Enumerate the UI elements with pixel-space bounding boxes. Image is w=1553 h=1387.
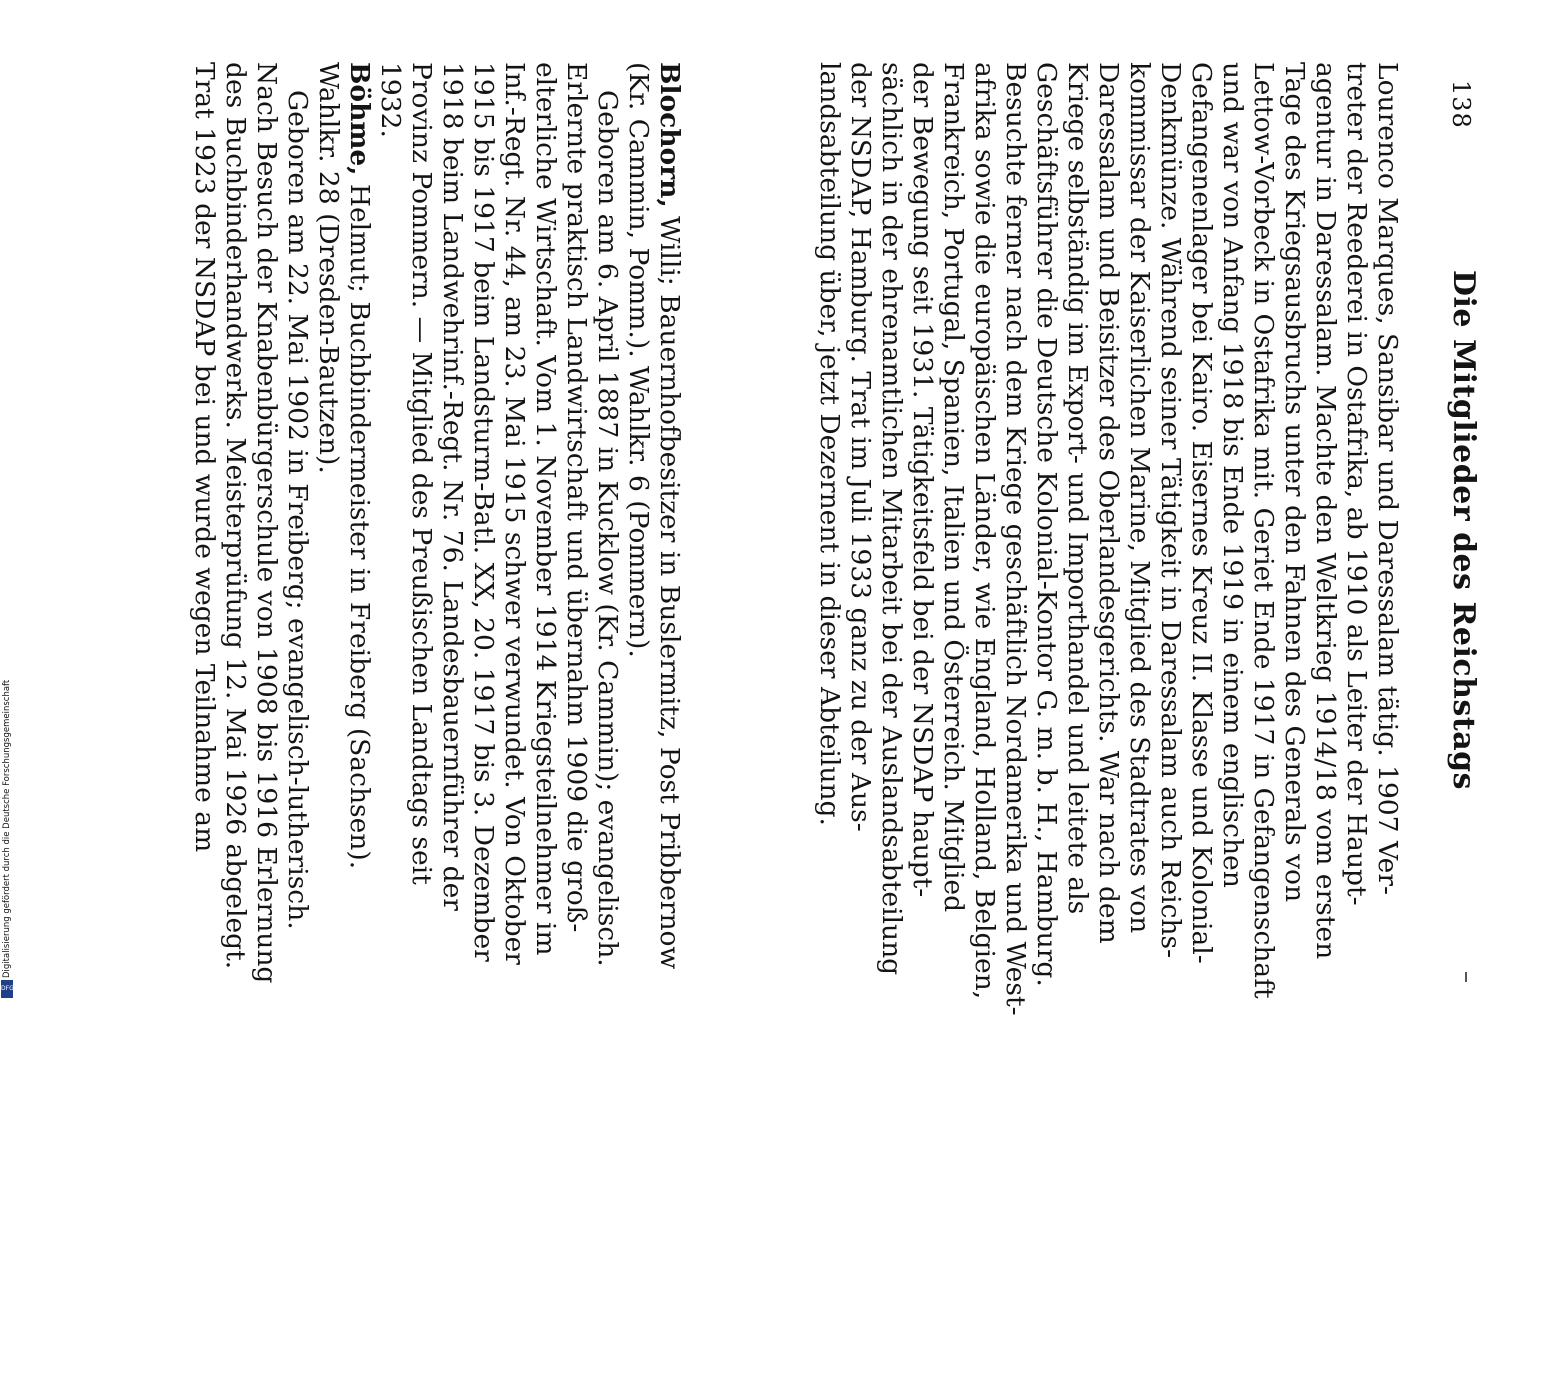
entry-boehme: [189, 62, 375, 1387]
funding-note-text: Digitalisierung gefördert durch die Deutsche Forschungsgemeinschaft: [2, 679, 12, 978]
entry-line: der Bewegung seit 1931. Tätigkeitsfeld bei der NSDAP haupt-: [907, 62, 938, 898]
entry-line: Wahlkr. 28 (Dresden-Bautzen).: [313, 62, 344, 474]
entry-line: 1915 bis 1917 beim Landsturm-Batl. XX, 20. 1917 bis 3. Dezember: [468, 62, 499, 962]
entry-line: Frankreich, Portugal, Spanien, Italien und Österreich. Mitglied: [938, 62, 969, 913]
entry-line: 1932.: [375, 62, 406, 138]
entry-line: kommissar der Kaiserlichen Marine, Mitglied des Stadtrates von: [1124, 62, 1155, 934]
entry-line: Trat 1923 der NSDAP bei und wurde wegen Teilnahme am: [189, 62, 220, 853]
entry-line: afrika sowie die europäischen Länder, wie England, Holland, Belgien,: [969, 62, 1000, 1000]
entry-line: Geboren am 22. Mai 1902 in Freiberg; evangelisch-lutherisch.: [282, 90, 313, 930]
dfg-logo: DFG: [1, 980, 13, 998]
entry-line: Denkmünze. Während seiner Tätigkeit in Daressalam auch Reichs-: [1155, 62, 1186, 959]
entry-line: treter der Reederei in Ostafrika, ab 1910 als Leiter der Haupt-: [1341, 62, 1372, 906]
entry-line: Gefangenenlager bei Kairo. Eisernes Kreuz II. Klasse und Kolonial-: [1186, 62, 1217, 964]
entry-line: elterliche Wirtschaft. Vom 1. November 1914 Kriegsteilnehmer im: [530, 62, 561, 956]
member-details: Helmut; Buchbindermeister in Freiberg (Sachsen).: [344, 175, 375, 870]
entry-continued: [814, 62, 1403, 1387]
funding-note: [0, 600, 12, 1000]
entry-line: agentur in Daressalam. Machte den Weltkrieg 1914/18 vom ersten: [1310, 62, 1341, 960]
member-details: Willi; Bauernhofbesitzer in Buslermitz, Post Pribbernow: [654, 207, 685, 970]
entry-line: Tage des Kriegsausbruchs unter den Fahnen des Generals von: [1279, 62, 1310, 903]
entry-line: Geboren am 6. April 1887 in Kucklow (Kr. Cammin); evangelisch.: [592, 90, 623, 967]
entry-name-line: [654, 62, 685, 1387]
entry-line: Kriege selbständig im Export- und Importhandel und leitete als: [1062, 62, 1093, 915]
member-name: Böhme,: [344, 62, 375, 176]
margin-mark: [1465, 972, 1467, 982]
entry-line: Daressalam und Beisitzer des Oberlandesgerichts. War nach dem: [1093, 62, 1124, 944]
entry-line: Geschäftsführer die Deutsche Kolonial-Kontor G. m. b. H., Hamburg.: [1031, 62, 1062, 987]
member-name: Blochorn,: [654, 62, 685, 208]
entry-line: des Buchbinderhandwerks. Meisterprüfung 12. Mai 1926 abgelegt.: [220, 62, 251, 970]
entry-line: sächlich in der ehrenamtlichen Mitarbeit bei der Auslandsabteilung: [876, 62, 907, 976]
entry-line: Nach Besuch der Knabenbürgerschule von 1908 bis 1916 Erlernung: [251, 62, 282, 984]
running-head: Die Mitglieder des Reichstags: [1446, 270, 1481, 791]
entry-line: Provinz Pommern. — Mitglied des Preußischen Landtags seit: [406, 62, 437, 885]
entry-line: der NSDAP, Hamburg. Trat im Juli 1933 ganz zu der Aus-: [845, 62, 876, 832]
entry-line: (Kr. Cammin, Pomm.). Wahlkr. 6 (Pommern).: [623, 62, 654, 658]
entry-line: Lettow-Vorbeck in Ostafrika mit. Geriet Ende 1917 in Gefangenschaft: [1248, 62, 1279, 999]
entry-name-line: [344, 62, 375, 1387]
page-number: 138: [1447, 80, 1475, 129]
entry-line: und war von Anfang 1918 bis Ende 1919 in einem englischen: [1217, 62, 1248, 888]
entry-line: Erlernte praktisch Landwirtschaft und übernahm 1909 die groß-: [561, 62, 592, 933]
entry-line: 1918 beim Landwehrinf.-Regt. Nr. 76. Landesbauernführer der: [437, 62, 468, 911]
entry-blochorn: [375, 62, 685, 1387]
entry-line: Lourenco Marques, Sansibar und Daressalam tätig. 1907 Ver-: [1372, 62, 1403, 895]
entry-line: Besuchte ferner nach dem Kriege geschäftlich Nordamerika und West-: [1000, 62, 1031, 1016]
entry-line: Inf.-Regt. Nr. 44, am 23. Mai 1915 schwer verwundet. Von Oktober: [499, 62, 530, 965]
entry-line: landsabteilung über, jetzt Dezernent in dieser Abteilung.: [814, 62, 845, 826]
